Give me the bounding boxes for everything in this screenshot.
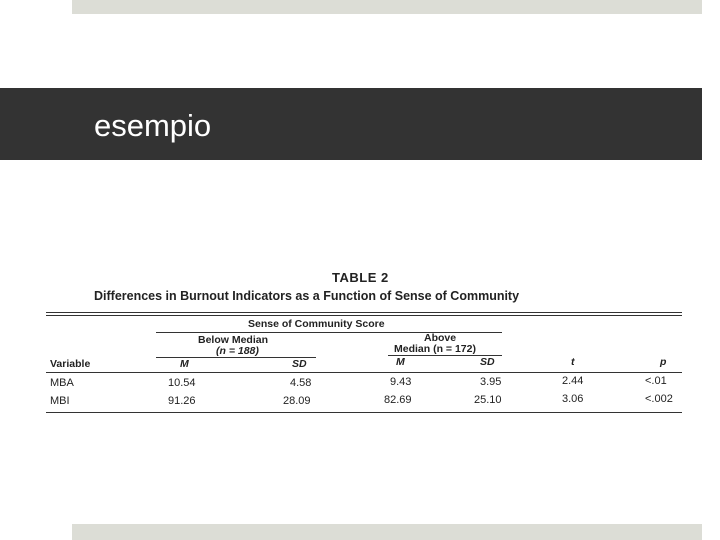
column-header-sd-above: SD [480,356,495,368]
table-label: TABLE 2 [332,270,389,285]
row-mbi-sd-above: 25.10 [474,394,502,406]
above-median-n: Median (n = 172) [394,343,476,355]
top-accent-bar [72,0,702,14]
group-header: Sense of Community Score [248,318,385,330]
below-median-n: (n = 188) [216,345,259,357]
row-mbi-m-below: 91.26 [168,395,196,407]
row-mbi-m-above: 82.69 [384,394,412,406]
bottom-rule [46,412,682,413]
row-mba-variable: MBA [50,377,74,389]
row-mba-sd-below: 4.58 [290,377,312,389]
slide-title: esempio [94,108,212,143]
column-header-t: t [571,356,575,368]
row-mbi-t: 3.06 [562,393,584,405]
row-mbi-sd-below: 28.09 [283,395,311,407]
row-mba-t: 2.44 [562,375,584,387]
row-mba-sd-above: 3.95 [480,376,502,388]
column-header-m-above: M [396,356,405,368]
column-header-variable: Variable [50,358,91,370]
row-mba-m-below: 10.54 [168,377,196,389]
top-rule-double [46,315,682,316]
row-mbi-p: <.002 [645,393,673,405]
row-mba-p: <.01 [645,375,667,387]
column-header-m-below: M [180,358,189,370]
row-mba-m-above: 9.43 [390,376,412,388]
above-median-label: Above [424,332,457,344]
column-header-sd-below: SD [292,358,307,370]
row-mbi-variable: MBI [50,395,70,407]
column-header-p: p [660,356,667,368]
bottom-accent-bar [72,524,702,540]
header-rule [46,372,682,373]
table-caption: Differences in Burnout Indicators as a Function of Sense of Community [94,289,520,303]
top-rule [46,312,682,313]
scanned-table [40,262,690,432]
below-median-label: Below Median [198,334,269,346]
